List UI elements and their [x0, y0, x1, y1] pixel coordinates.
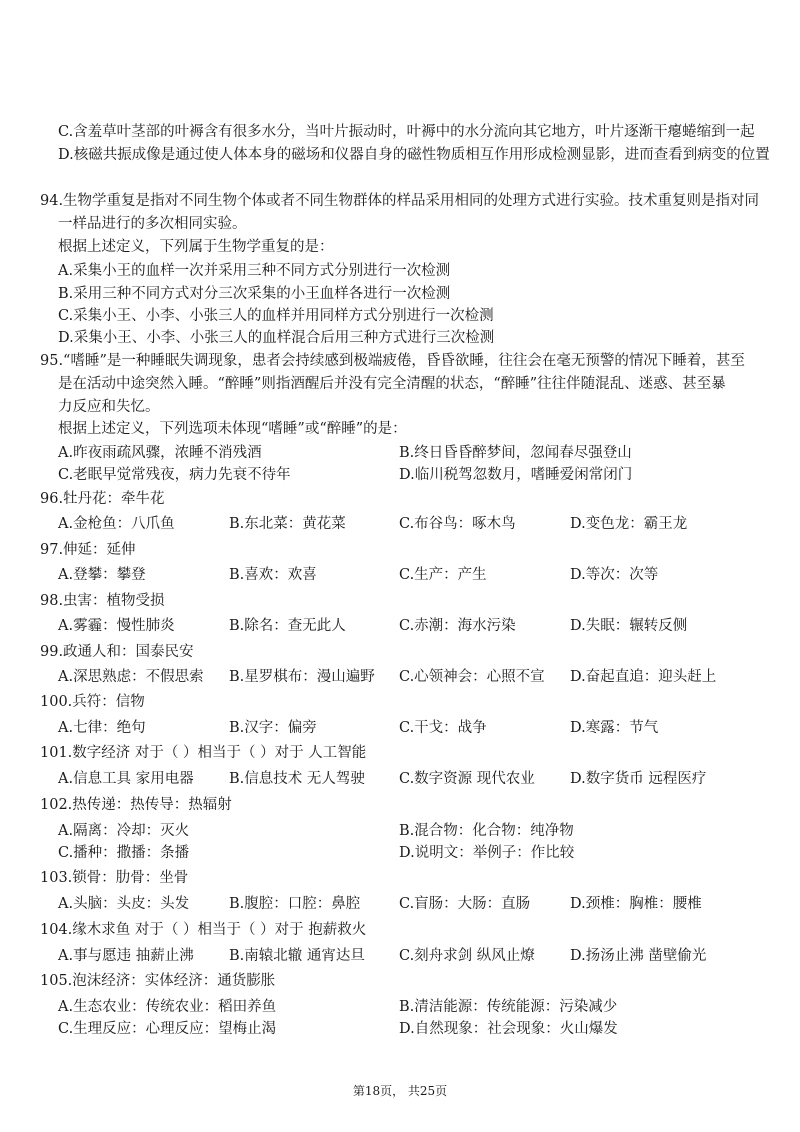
q101-option-c: C.数字资源 现代农业 — [399, 771, 535, 787]
q105-option-b: B.清洁能源：传统能源：污染减少 — [399, 999, 618, 1015]
q102-option-a: A.隔离：冷却：灭火 — [58, 823, 190, 839]
q99-option-b: B.星罗棋布：漫山遍野 — [229, 669, 375, 685]
q94-option-b: B.采用三种不同方式对分三次采集的小王血样各进行一次检测 — [58, 286, 451, 302]
q96-option-a: A.金枪鱼：八爪鱼 — [58, 516, 175, 532]
q94-stem-line2: 一样品进行的多次相同实验。 — [58, 216, 247, 232]
q104-stem: 104.缘木求鱼 对于（ ）相当于（ ）对于 抱薪救火 — [40, 922, 367, 938]
q94-prompt: 根据上述定义，下列属于生物学重复的是： — [58, 239, 334, 255]
q100-option-b: B.汉字：偏旁 — [229, 720, 317, 736]
q103-stem: 103.锁骨：肋骨：坐骨 — [40, 870, 189, 886]
q94-stem-line1: 94.生物学重复是指对不同生物个体或者不同生物群体的样品采用相同的处理方式进行实验。技术重复则是指对同 — [40, 193, 760, 209]
q96-option-d: D.变色龙：霸王龙 — [570, 516, 688, 532]
q98-option-d: D.失眠：辗转反侧 — [570, 618, 688, 634]
q103-option-b: B.腹腔：口腔：鼻腔 — [229, 896, 361, 912]
q101-option-a: A.信息工具 家用电器 — [58, 771, 194, 787]
q104-option-c: C.刻舟求剑 纵风止燎 — [399, 948, 535, 964]
q98-option-b: B.除名：查无此人 — [229, 618, 346, 634]
q97-option-d: D.等次：次等 — [570, 567, 659, 583]
q100-option-c: C.干戈：战争 — [399, 720, 487, 736]
q95-option-b: B.终日昏昏醉梦间，忽闻春尽强登山 — [399, 445, 632, 461]
page-number: 第18页， 共25页 — [352, 1084, 448, 1098]
q95-option-d: D.临川税驾忽数月，嗜睡爱闲常闭门 — [399, 467, 633, 483]
q98-option-a: A.雾霾：慢性肺炎 — [58, 618, 175, 634]
q95-option-c: C.老眠早觉常残夜，病力先衰不待年 — [58, 467, 291, 483]
q102-option-c: C.播种：撒播：条播 — [58, 845, 190, 861]
q99-stem: 99.政通人和：国泰民安 — [40, 644, 194, 660]
prev-option-d: D.核磁共振成像是通过使人体本身的磁场和仪器自身的磁性物质相互作用形成检测显影，进而查看到病变的位置 — [58, 147, 770, 163]
q100-option-a: A.七律：绝句 — [58, 720, 146, 736]
q95-stem-line3: 力反应和失忆。 — [58, 399, 160, 415]
q103-option-d: D.颈椎：胸椎：腰椎 — [570, 896, 702, 912]
q102-option-d: D.说明文：举例子：作比较 — [399, 845, 575, 861]
q100-stem: 100.兵符：信物 — [40, 694, 145, 710]
q102-stem: 102.热传递：热传导：热辐射 — [40, 797, 232, 813]
q96-option-b: B.东北菜：黄花菜 — [229, 516, 346, 532]
q104-option-b: B.南辕北辙 通宵达旦 — [229, 948, 365, 964]
q101-stem: 101.数字经济 对于（ ）相当于（ ）对于 人工智能 — [40, 745, 367, 761]
q95-stem-line2: 是在活动中途突然入睡。“醉睡”则指酒醒后并没有完全清醒的状态，“醉睡”往往伴随混乱、迷惑、甚至暴 — [58, 376, 726, 392]
q96-stem: 96.牡丹花：牵牛花 — [40, 491, 165, 507]
q99-option-a: A.深思熟虑：不假思索 — [58, 669, 204, 685]
q98-stem: 98.虫害：植物受损 — [40, 593, 165, 609]
prev-option-c: C.含羞草叶茎部的叶褥含有很多水分，当叶片振动时，叶褥中的水分流向其它地方，叶片逐渐干瘪蜷缩到一起 — [58, 124, 755, 140]
q101-option-d: D.数字货币 远程医疗 — [570, 771, 707, 787]
q99-option-d: D.奋起直追：迎头赶上 — [570, 669, 717, 685]
q105-option-c: C.生理反应：心理反应：望梅止渴 — [58, 1021, 277, 1037]
q103-option-c: C.盲肠：大肠：直肠 — [399, 896, 531, 912]
q95-option-a: A.昨夜雨疏风骤，浓睡不消残酒 — [58, 445, 262, 461]
q104-option-a: A.事与愿违 抽薪止沸 — [58, 948, 194, 964]
q96-option-c: C.布谷鸟：啄木鸟 — [399, 516, 516, 532]
q102-option-b: B.混合物：化合物：纯净物 — [399, 823, 574, 839]
q94-option-c: C.采集小王、小李、小张三人的血样并用同样方式分别进行一次检测 — [58, 308, 494, 324]
q97-option-c: C.生产：产生 — [399, 567, 487, 583]
q94-option-d: D.采集小王、小李、小张三人的血样混合后用三种方式进行三次检测 — [58, 330, 495, 346]
q95-prompt: 根据上述定义，下列选项未体现“嗜睡”或“醉睡”的是： — [58, 421, 407, 437]
q105-option-a: A.生态农业：传统农业：稻田养鱼 — [58, 999, 277, 1015]
q100-option-d: D.寒露：节气 — [570, 720, 659, 736]
q94-option-a: A.采集小王的血样一次并采用三种不同方式分别进行一次检测 — [58, 263, 451, 279]
q95-stem-line1: 95.“嗜睡”是一种睡眠失调现象，患者会持续感到极端疲倦，昏昏欲睡，往往会在毫无预警的情况下睡着，甚至 — [40, 353, 745, 369]
q103-option-a: A.头脑：头皮：头发 — [58, 896, 190, 912]
q104-option-d: D.扬汤止沸 凿壁偷光 — [570, 948, 707, 964]
q97-stem: 97.伸延：延伸 — [40, 542, 136, 558]
q97-option-b: B.喜欢：欢喜 — [229, 567, 317, 583]
q105-stem: 105.泡沫经济：实体经济：通货膨胀 — [40, 973, 276, 989]
q98-option-c: C.赤潮：海水污染 — [399, 618, 516, 634]
q99-option-c: C.心领神会：心照不宣 — [399, 669, 545, 685]
q105-option-d: D.自然现象：社会现象：火山爆发 — [399, 1021, 618, 1037]
q97-option-a: A.登攀：攀登 — [58, 567, 146, 583]
q101-option-b: B.信息技术 无人驾驶 — [229, 771, 365, 787]
